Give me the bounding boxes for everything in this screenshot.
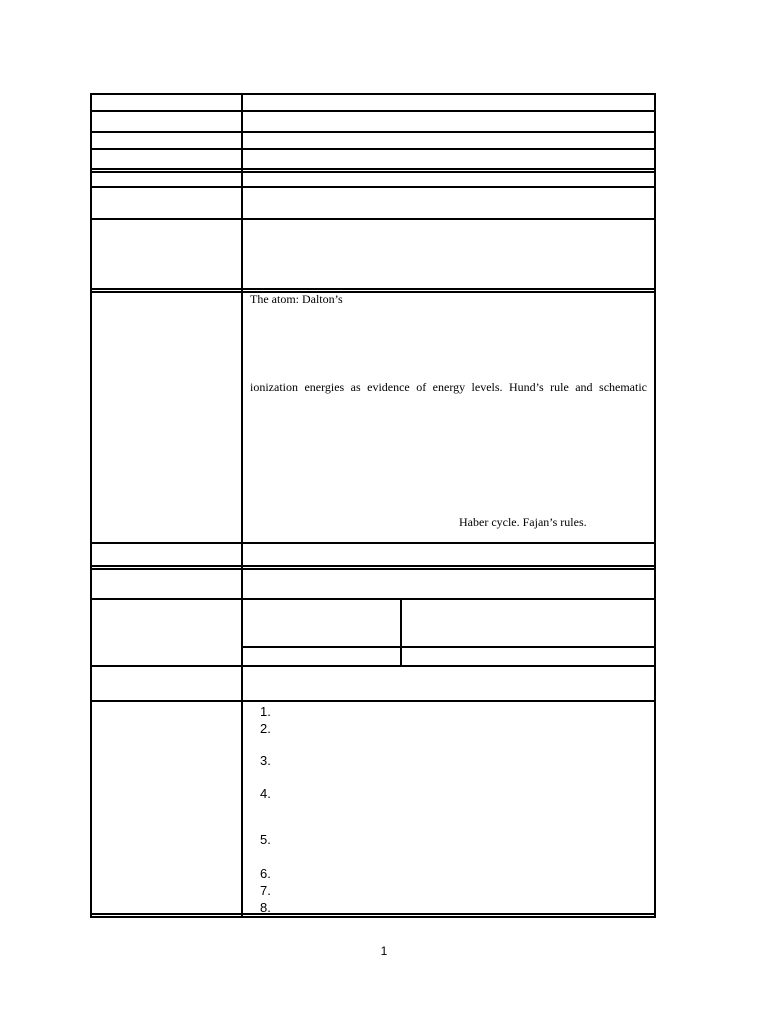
table-border-bottom (90, 916, 656, 918)
row-separator (90, 665, 656, 667)
syllabus-text-line: The atom: Dalton’s (250, 292, 343, 306)
list-item-number: 3. (260, 753, 271, 768)
syllabus-text-line: Haber cycle. Fajan’s rules. (459, 515, 587, 529)
list-item-number: 7. (260, 883, 271, 898)
list-item-number: 2. (260, 721, 271, 736)
row-separator (90, 168, 656, 170)
row-separator (90, 291, 656, 293)
list-item-number: 8. (260, 900, 271, 915)
table-border-left (90, 93, 92, 918)
row-separator (90, 131, 656, 133)
row-separator (90, 171, 656, 173)
row-separator (241, 646, 656, 648)
row-separator (90, 568, 656, 570)
row-separator (90, 700, 656, 702)
row-separator (90, 218, 656, 220)
column-divider (241, 93, 243, 918)
sub-column-divider (400, 598, 402, 667)
row-separator (90, 542, 656, 544)
row-separator (90, 110, 656, 112)
list-item-number: 4. (260, 786, 271, 801)
row-separator (90, 598, 656, 600)
row-separator (90, 913, 656, 915)
course-outline-table (90, 93, 656, 919)
list-item-number: 6. (260, 866, 271, 881)
list-item-number: 1. (260, 704, 271, 719)
page-number: 1 (380, 944, 388, 958)
table-border-right (654, 93, 656, 918)
table-border-top (90, 93, 656, 95)
row-separator (90, 186, 656, 188)
list-item-number: 5. (260, 832, 271, 847)
syllabus-text-line: ionization energies as evidence of energy levels. Hund’s rule and schematic (250, 380, 647, 394)
row-separator (90, 148, 656, 150)
row-separator (90, 288, 656, 290)
row-separator (90, 565, 656, 567)
